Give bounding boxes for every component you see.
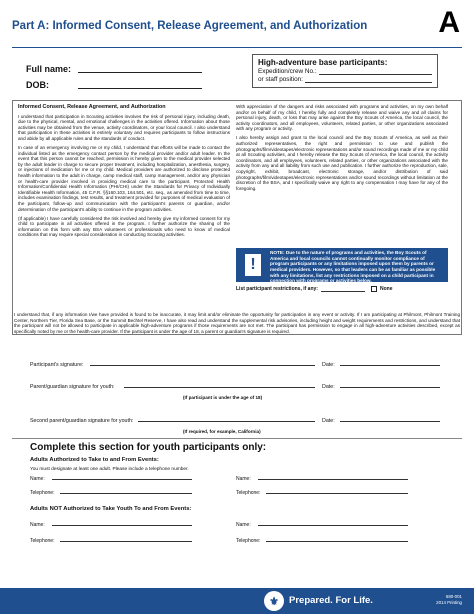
not-authorized-adult-name-1[interactable] xyxy=(52,521,192,526)
not-authorized-adult-phone-1[interactable] xyxy=(60,537,192,542)
name-label: Name: xyxy=(30,522,45,528)
telephone-label: Telephone: xyxy=(30,490,55,496)
high-adventure-box xyxy=(252,54,438,88)
form-code xyxy=(436,594,462,605)
notice-text: NOTE: Due to the nature of programs and activities, the Boy Scouts of America and local councils cannot continually monitor compliance of program participants or any limitations imposed upon them by parents or medical providers. However, so that leaders can be as familiar as possible with any limitations, list any restrictions imposed on a child participant in connection with programs or activities below. xyxy=(270,250,436,284)
date-label: Date: xyxy=(322,362,335,368)
staff-label: or staff position: xyxy=(258,76,303,83)
expedition-row xyxy=(258,68,432,75)
authorized-adult-phone-2[interactable] xyxy=(266,489,408,494)
media-release-paragraph: I also hereby assign and grant to the local council and the Boy Scouts of America, as well as their authorized representatives, the right and permission to use and publish the photographs/film/videotapes/electronic representations and/or sound recordings made of me or my child at all Scouting activities, and I hereby release the Boy Scouts of America, the local council, the activity coordinators, and all employees, volunteers, related parties, or other organizations associated with the activity from any and all liability from such use and publication. I further authorize the reproduction, sale, copyright, exhibit, broadcast, electronic storage, and/or distribution of said photographs/film/videotapes/electronic representations and/or sound recordings without limitation at the discretion of the BSA, and I specifically waive any right to any compensation I may have for any of the foregoing. xyxy=(236,135,448,191)
not-authorized-adult-phone-2[interactable] xyxy=(266,537,408,542)
expedition-field[interactable] xyxy=(319,68,432,75)
footer-slogan: Prepared. For Life. xyxy=(289,595,373,606)
parent-signature-note: (If participant is under the age of 18) xyxy=(183,395,263,400)
consent-right-column xyxy=(236,104,448,195)
header-divider xyxy=(12,47,462,48)
second-parent-date-field[interactable] xyxy=(340,416,440,422)
staff-row xyxy=(258,76,432,83)
parent-signature-label: Parent/guardian signature for youth: xyxy=(30,384,115,390)
restrictions-notice xyxy=(236,248,448,282)
telephone-label: Telephone: xyxy=(236,538,261,544)
fleur-de-lis-icon: ⚜ xyxy=(264,591,284,611)
participant-signature-label: Participant's signature: xyxy=(30,362,84,368)
youth-section-title: Complete this section for youth participants only: xyxy=(30,442,267,453)
none-checkbox[interactable] xyxy=(371,286,377,292)
dob-label: DOB: xyxy=(26,80,49,90)
second-parent-signature-note: (If required, for example, California) xyxy=(183,429,261,434)
participant-signature-field[interactable] xyxy=(90,360,315,366)
full-name-field[interactable] xyxy=(78,63,202,73)
footer-bar xyxy=(0,588,474,614)
second-parent-signature-field[interactable] xyxy=(138,416,315,422)
name-label: Name: xyxy=(236,522,251,528)
exclamation-icon: ! xyxy=(245,254,261,276)
full-name-label: Full name: xyxy=(26,64,72,74)
not-authorized-adult-name-2[interactable] xyxy=(258,521,408,526)
expedition-label: Expedition/crew No.: xyxy=(258,68,317,75)
name-label: Name: xyxy=(236,476,251,482)
restrictions-row xyxy=(236,286,392,292)
dob-field[interactable] xyxy=(78,79,202,89)
consent-paragraph: (If applicable) I have carefully considered the risk involved and hereby give my informed consent for my child to participate in all activities offered in the program. I further authorize the sharing of the information on this form with any BSA volunteers or professionals who need to know of medical conditions that may require special consideration in conducting Scouting activities. xyxy=(18,215,230,238)
restrictions-label: List participant restrictions, if any: xyxy=(236,286,318,292)
authorized-adults-title: Adults Authorized to Take to and From Events: xyxy=(30,457,159,463)
consent-paragraph: In case of an emergency involving me or my child, I understand that efforts will be made to contact the individual listed as the emergency contact person by the medical provider and/or adult leader. In the event that this person cannot be reached, permission is hereby given to the medical provider selected by the adult leader in charge to secure proper treatment, including hospitalization, anesthesia, surgery, or injections of medication for me or my child. Medical providers are authorized to disclose protected health information to the adult in charge, camp medical staff, camp management, and/or any physician or health-care provider involved in providing medical care to the participant. Protected Health Information/Confidential Health Information (PHI/CHI) under the Standards for Privacy of Individually Identifiable Health Information, 45 C.F.R. §§160.103, 164.501, etc. seq., as amended from time to time, includes examination findings, test results, and treatment provided for purposes of medical evaluation of the participant, follow-up and communication with the participant's parents or guardian, and/or determination of the participant's ability to continue in the program activities. xyxy=(18,145,230,212)
parent-signature-field[interactable] xyxy=(124,382,315,388)
authorized-adult-phone-1[interactable] xyxy=(60,489,192,494)
consent-left-column xyxy=(18,104,230,242)
part-letter: A xyxy=(438,6,460,39)
understanding-paragraph: I understand that, if any information I/we have provided is found to be inaccurate, it may limit and/or eliminate the opportunity for participation in any event or activity. If I am participating at Philmont, Philmont Training Center, Northern Tier, Florida Sea Base, or the Summit Bechtel Reserve, I have also read and understand the supplemental risk advisories, including height and weight requirements and restrictions, and understand that the participant will not be allowed to participate in applicable high-adventure programs if those requirements are not met. The participant has permission to engage in all high-adventure activities described, except as specifically noted by me or the health-care provider. If the participant is under the age of 18, a parent or guardian's signature is required. xyxy=(14,312,460,334)
parent-date-field[interactable] xyxy=(340,382,440,388)
telephone-label: Telephone: xyxy=(30,538,55,544)
restrictions-field[interactable] xyxy=(321,286,365,292)
participant-date-field[interactable] xyxy=(340,360,440,366)
date-label: Date: xyxy=(322,418,335,424)
part-title: Part A: Informed Consent, Release Agreement, and Authorization xyxy=(12,20,368,32)
printing-year: 2014 Printing xyxy=(436,599,462,605)
section-divider xyxy=(12,438,462,439)
authorized-adults-note: You must designate at least one adult. Please include a telephone number. xyxy=(30,467,189,472)
not-authorized-adults-title: Adults NOT Authorized to Take Youth To and From Events: xyxy=(30,506,192,512)
none-label: None xyxy=(379,286,393,292)
second-parent-signature-label: Second parent/guardian signature for youth: xyxy=(30,418,134,424)
authorized-adult-name-2[interactable] xyxy=(258,475,408,480)
staff-position-field[interactable] xyxy=(305,76,432,83)
consent-heading: Informed Consent, Release Agreement, and Authorization xyxy=(18,104,166,110)
form-number: 680-001 xyxy=(445,594,462,599)
date-label: Date: xyxy=(322,384,335,390)
name-label: Name: xyxy=(30,476,45,482)
telephone-label: Telephone: xyxy=(236,490,261,496)
consent-paragraph: I understand that participation in Scouting activities involves the risk of personal injury, including death, due to the physical, mental, and emotional challenges in the activities offered. Information about those activities may be obtained from the venue, activity coordinators, or your local council. I also understand that participation in these activities is entirely voluntary and requires participants to follow instructions and abide by all applicable rules and the standards of conduct. xyxy=(18,113,230,141)
high-adventure-title: High-adventure base participants: xyxy=(258,58,388,67)
authorized-adult-name-1[interactable] xyxy=(52,475,192,480)
release-paragraph: With appreciation of the dangers and risks associated with programs and activities, on my own behalf and/or on behalf of my child, I hereby fully and completely release and waive any and all claims for personal injury, death, or loss that may arise against the Boy Scouts of America, the local council, the activity coordinators, and all employees, volunteers, related parties, or other organizations associated with any program or activity. xyxy=(236,104,448,132)
